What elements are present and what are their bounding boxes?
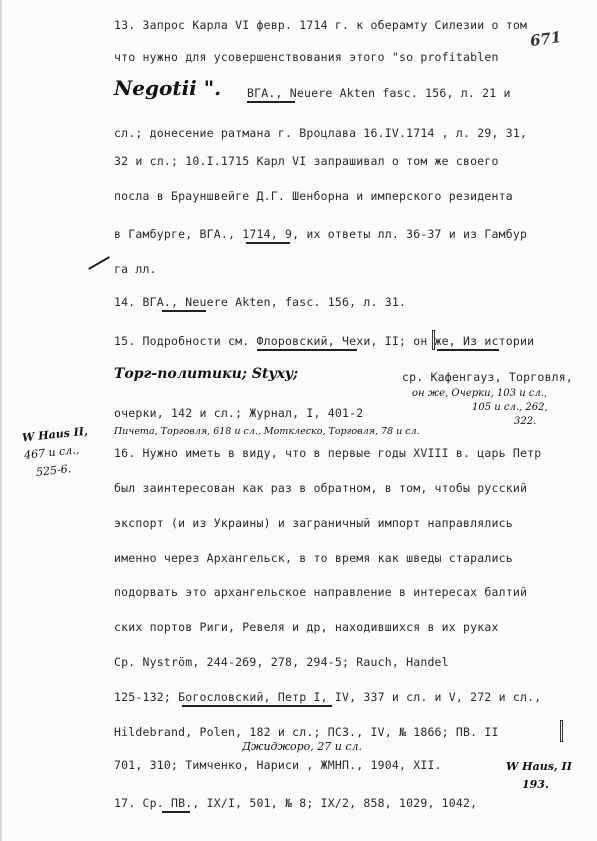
margin-note-line-2: 467 и сл., <box>23 443 80 462</box>
text-line: Ср. Nyström, 244-269, 278, 294-5; Rauch, Handel <box>114 655 449 669</box>
text-line: именно через Архангельск, в то время как шведы старались <box>114 551 513 565</box>
text-line: подорвать это архангельское направление в интересах балтий <box>114 585 528 599</box>
handwritten-dzhidzhoro: Джиджоро, 27 и сл. <box>242 740 363 753</box>
text-line: ВГА., Neuere Akten fasc. 156, л. 21 и <box>247 86 511 100</box>
text-line: 14. ВГА., Neuere Akten, fasc. 156, л. 31. <box>114 295 407 309</box>
handwritten-same-ocherki: он же, Очерки, 103 и сл., <box>412 388 548 399</box>
underline <box>162 811 190 813</box>
ink-box <box>432 330 435 350</box>
text-line: ских портов Риги, Ревеля и др, находившихся в их руках <box>114 620 499 634</box>
handwritten-negotii: Negotii ". <box>114 76 222 100</box>
text-line: га лл. <box>114 262 157 276</box>
underline <box>257 349 357 351</box>
text-line: экспорт (и из Украины) и заграничный импорт направлялись <box>114 516 513 530</box>
handwritten-torg-politiki: Торг-политики; Styxy; <box>114 366 299 382</box>
text-line: Hildebrand, Polen, 182 и сл.; ПСЗ., IV, № 1866; ПВ. II <box>114 725 499 739</box>
text-line: 16. Нужно иметь в виду, что в первые годы XVIII в. царь Петр <box>114 446 542 460</box>
margin-note-line-1: W Haus II, <box>21 424 89 445</box>
text-line: очерки, 142 и сл.; Журнал, I, 401-2 <box>114 406 364 420</box>
text-line: 13. Запрос Карла VI февр. 1714 г. к оберамту Силезии о том <box>114 18 528 32</box>
ink-box <box>560 720 563 742</box>
margin-note-line-3: 525-6. <box>35 462 72 479</box>
handwritten-whaus-bottom: W Haus, II <box>506 760 572 773</box>
text-line: 701, 310; Тимченко, Нариси , ЖМНП., 1904, XII. <box>114 758 442 772</box>
handwritten-pages-105: 105 и сл., 262, <box>472 402 548 413</box>
underline <box>162 310 206 312</box>
underline <box>247 101 295 103</box>
underline <box>182 705 332 707</box>
underline <box>437 349 499 351</box>
text-line: что нужно для усовершенствования этого "so profitablen <box>114 50 499 64</box>
text-line: 125-132; Богословский, Петр I, IV, 337 и сл. и V, 272 и сл., <box>114 690 542 704</box>
handwritten-p322: 322. <box>514 416 537 427</box>
text-line: был заинтересован как раз в обратном, в том, чтобы русский <box>114 481 528 495</box>
handwritten-pichera: Пичета, Торговля, 618 и сл., Мотклеско, Торговля, 78 и сл. <box>114 426 420 437</box>
page-number: 671 <box>528 27 563 51</box>
text-line: 32 и сл.; 10.I.1715 Карл VI запрашивал о том же своего <box>114 154 499 168</box>
underline <box>246 242 290 244</box>
margin-tick-mark <box>88 256 110 269</box>
text-line: 17. Ср. ПВ., IX/I, 501, № 8; IX/2, 858, 1029, 1042, <box>114 796 478 810</box>
text-line: посла в Брауншвейге Д.Г. Шенборна и имперского резидента <box>114 189 513 203</box>
text-line: ср. Кафенгауз, Торговля, <box>402 370 573 384</box>
handwritten-p193: 193. <box>522 778 549 791</box>
text-line: 15. Подробности см. Флоровский, Чехи, II; он же, Из истории <box>114 334 535 348</box>
text-line: сл.; донесение ратмана г. Вроцлава 16.IV.1714 , л. 29, 31, <box>114 126 528 140</box>
text-line: в Гамбурге, ВГА., 1714, 9, их ответы лл. 36-37 и из Гамбур <box>114 227 528 241</box>
